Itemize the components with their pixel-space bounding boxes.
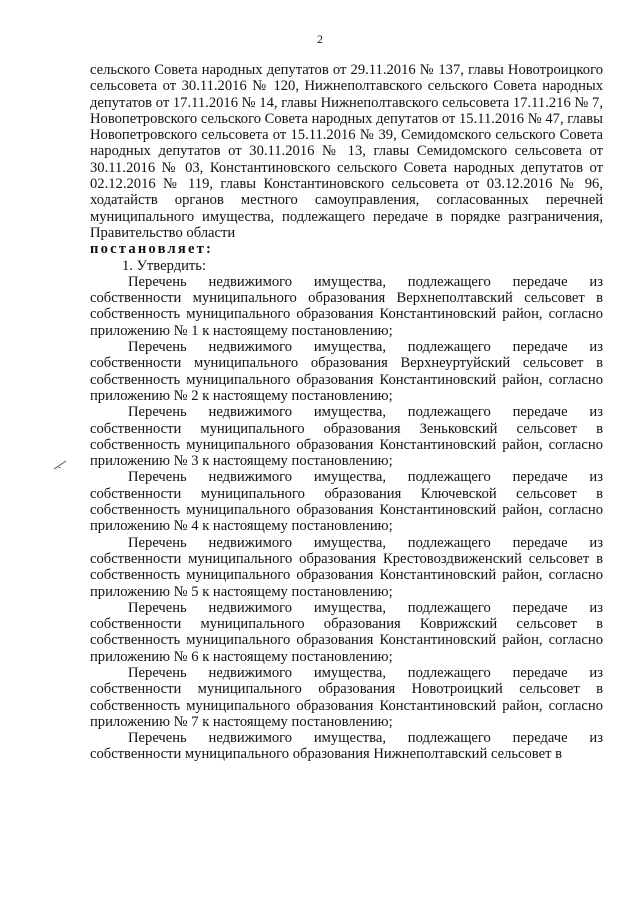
list-item: Перечень недвижимого имущества, подлежащего передаче из собственности муниципального образования Ключевской сельсовет в собственность муниципального образования Константиновский район, согласно приложению № 4 к настоящему постановлению; — [90, 469, 603, 535]
item-1-heading: 1. Утвердить: — [122, 257, 207, 274]
page-number: 2 — [317, 32, 323, 46]
list-item: Перечень недвижимого имущества, подлежащего передаче из собственности муниципального образования Крестовоздвиженский сельсовет в собственность муниципального образования Константиновский район, согласно приложению № 5 к настоящему постановлению; — [90, 534, 603, 600]
list-item: Перечень недвижимого имущества, подлежащего передаче из собственности муниципального образования Коврижский сельсовет в собственность муниципального образования Константиновский район, согласно приложению № 6 к настоящему постановлению; — [90, 599, 603, 665]
document-body — [90, 62, 603, 763]
list-item: Перечень недвижимого имущества, подлежащего передаче из собственности муниципального образования Зеньковский сельсовет в собственность муниципального образования Константиновский район, согласно приложению № 3 к настоящему постановлению; — [90, 404, 603, 470]
list-item: Перечень недвижимого имущества, подлежащего передаче из собственности муниципального образования Верхнеполтавский сельсовет в собственность муниципального образования Константиновский район, согласно приложению № 1 к настоящему постановлению; — [90, 273, 603, 339]
intro-paragraph: сельского Совета народных депутатов от 29.11.2016 № 137, главы Новотроицкого сельсовета от 30.11.2016 № 120, Нижнеполтавского сельского Совета народных депутатов от 17.11.2016 № 14, главы Нижнеполтавского сельсовета 17.11.216 № 7, Новопетровского сельского Совета народных депутатов от 15.11.2016 № 47, главы Новопетровского сельсовета от 15.11.2016 № 39, Семидомского сельского Совета народных депутатов от 30.11.2016 № 13, главы Семидомского сельсовета от 30.11.2016 № 03, Константиновского сельского Совета народных депутатов от 02.12.2016 № 119, главы Константиновского сельсовета от 03.12.2016 № 96, ходатайств органов местного самоуправления, согласованных перечней муниципального имущества, подлежащего передаче в порядке разграничения, Правительство области — [90, 62, 603, 241]
list-item: Перечень недвижимого имущества, подлежащего передаче из собственности муниципального образования Верхнеуртуйский сельсовет в собственность муниципального образования Константиновский район, согласно приложению № 2 к настоящему постановлению; — [90, 339, 603, 404]
pen-mark-icon — [52, 458, 68, 472]
list-item: Перечень недвижимого имущества, подлежащего передаче из собственности муниципального образования Новотроицкий сельсовет в собственность муниципального образования Константиновский район, согласно приложению № 7 к настоящему постановлению; — [90, 664, 603, 730]
decree-heading: постановляет: — [90, 241, 214, 258]
list-item: Перечень недвижимого имущества, подлежащего передаче из собственности муниципального образования Нижнеполтавский сельсовет в — [90, 730, 603, 763]
